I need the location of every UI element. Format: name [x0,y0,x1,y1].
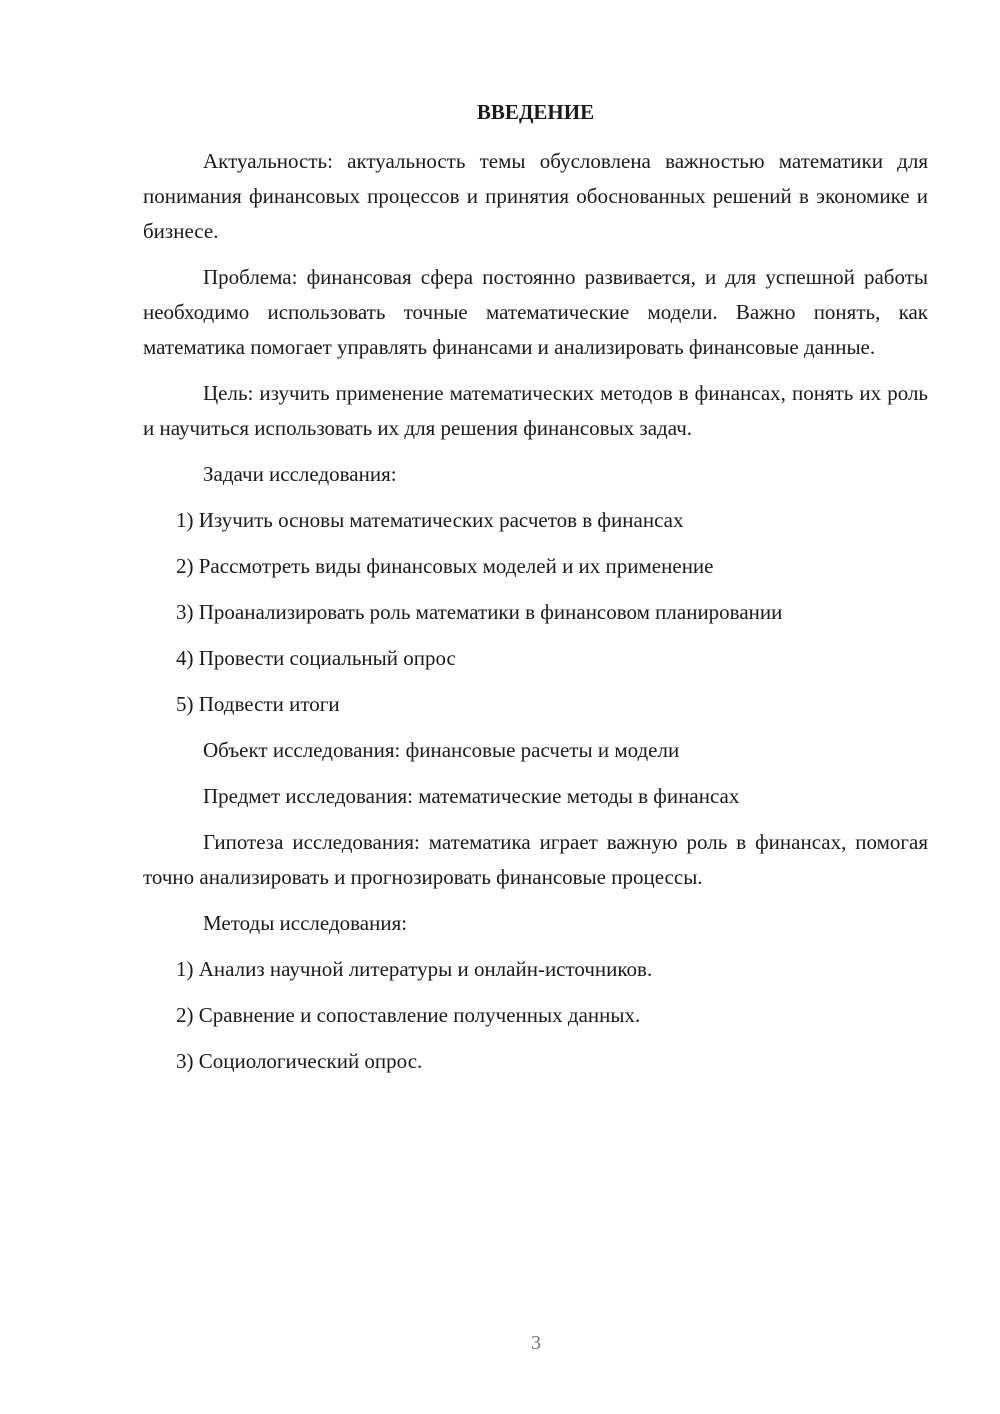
problem-paragraph: Проблема: финансовая сфера постоянно развивается, и для успешной работы необходимо использовать точные математические модели. Важно понять, как математика помогает управлять финансами и анализировать финансовые данные. [143,265,928,359]
method-item: 2) Сравнение и сопоставление полученных данных. [176,1003,641,1027]
document-page [143,95,928,1090]
relevance-paragraph: Актуальность: актуальность темы обусловлена важностью математики для понимания финансовых процессов и принятия обоснованных решений в экономике и бизнесе. [143,149,928,243]
task-item: 2) Рассмотреть виды финансовых моделей и их применение [176,554,714,578]
task-item: 4) Провести социальный опрос [176,646,456,670]
task-item: 5) Подвести итоги [176,692,340,716]
task-item: 1) Изучить основы математических расчетов в финансах [176,508,684,532]
goal-paragraph: Цель: изучить применение математических методов в финансах, понять их роль и научиться использовать их для решения финансовых задач. [143,381,928,440]
methods-heading: Методы исследования: [203,911,408,935]
research-subject: Предмет исследования: математические методы в финансах [203,784,740,808]
hypothesis-paragraph: Гипотеза исследования: математика играет важную роль в финансах, помогая точно анализировать и прогнозировать финансовые процессы. [143,830,928,889]
page-title: ВВЕДЕНИЕ [476,100,595,124]
tasks-heading: Задачи исследования: [203,462,397,486]
method-item: 3) Социологический опрос. [176,1049,423,1073]
page-number: 3 [531,1332,541,1354]
method-item: 1) Анализ научной литературы и онлайн-источников. [176,957,653,981]
research-object: Объект исследования: финансовые расчеты и модели [203,738,680,762]
task-item: 3) Проанализировать роль математики в финансовом планировании [176,600,783,624]
